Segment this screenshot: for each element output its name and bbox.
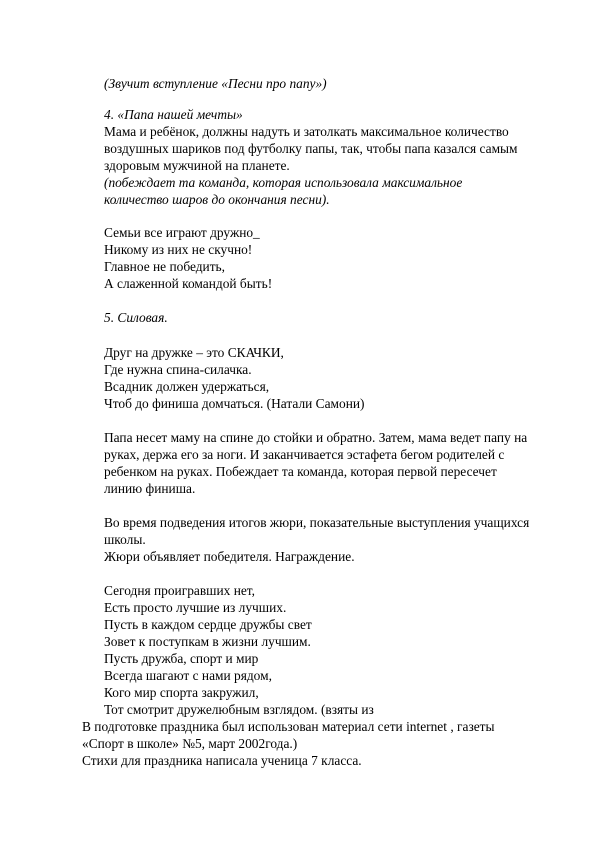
footer-line: «Спорт в школе» №5, март 2002года.) xyxy=(82,736,298,751)
poem-2-line: Всадник должен удержаться, xyxy=(104,379,270,394)
poem-2-line: Чтоб до финиша домчаться. (Натали Самони) xyxy=(104,396,365,411)
poem-3-line: Пусть в каждом сердце дружбы свет xyxy=(104,617,312,632)
poem-3-line: Тот смотрит дружелюбным взглядом. (взяты из xyxy=(104,702,374,717)
poem-2-line: Друг на дружке – это СКАЧКИ, xyxy=(104,345,284,360)
contest-4-note-line: количество шаров до окончания песни). xyxy=(104,192,330,207)
contest-4-body-line: воздушных шариков под футболку папы, так, чтобы папа казался самым xyxy=(104,141,518,156)
contest-5-title: 5. Силовая. xyxy=(104,310,168,325)
poem-1-line: А слаженной командой быть! xyxy=(104,276,273,291)
poem-3-line: Кого мир спорта закружил, xyxy=(104,685,259,700)
contest-4-note-line: (побеждает та команда, которая использовала максимальное xyxy=(104,175,463,190)
results-line: школы. xyxy=(104,532,146,547)
intro-music-note: (Звучит вступление «Песни про папу») xyxy=(104,76,327,91)
contest-4-body-line: здоровым мужчиной на планете. xyxy=(104,158,290,173)
contest-4-title: 4. «Папа нашей мечты» xyxy=(104,107,243,122)
footer-line: Стихи для праздника написала ученица 7 класса. xyxy=(82,753,362,768)
contest-4-body-line: Мама и ребёнок, должны надуть и затолкать максимальное количество xyxy=(104,124,509,139)
contest-5-body-line: линию финиша. xyxy=(104,481,196,496)
footer-line: В подготовке праздника был использован материал сети internet , газеты xyxy=(82,719,495,734)
poem-3-line: Сегодня проигравших нет, xyxy=(104,583,255,598)
poem-1-line: Главное не победить, xyxy=(104,259,226,274)
poem-1-line: Семьи все играют дружно_ xyxy=(104,225,260,240)
poem-3-line: Есть просто лучшие из лучших. xyxy=(104,600,287,615)
poem-3-line: Зовет к поступкам в жизни лучшим. xyxy=(104,634,311,649)
poem-1-line: Никому из них не скучно! xyxy=(104,242,253,257)
contest-5-body-line: ребенком на руках. Побеждает та команда, которая первой пересечет xyxy=(104,464,497,479)
poem-2-line: Где нужна спина-силачка. xyxy=(104,362,252,377)
results-line: Во время подведения итогов жюри, показательные выступления учащихся xyxy=(104,515,530,530)
contest-5-body-line: руках, держа его за ноги. И заканчивается эстафета бегом родителей с xyxy=(104,447,505,462)
poem-3-line: Всегда шагают с нами рядом, xyxy=(104,668,272,683)
contest-5-body-line: Папа несет маму на спине до стойки и обратно. Затем, мама ведет папу на xyxy=(104,430,528,445)
results-line: Жюри объявляет победителя. Награждение. xyxy=(104,549,355,564)
poem-3-line: Пусть дружба, спорт и мир xyxy=(104,651,259,666)
